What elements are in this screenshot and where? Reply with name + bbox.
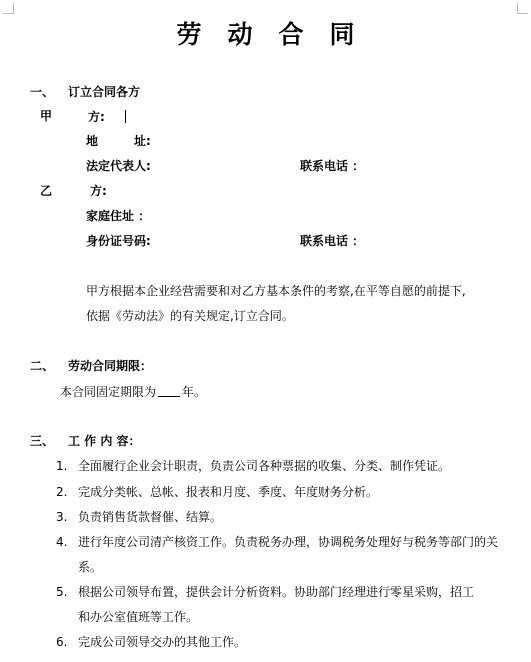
party-b-label-suffix: 方: (90, 184, 107, 198)
document-title: 劳 动 合 同 (176, 20, 355, 49)
party-a-label: 甲 (40, 109, 53, 123)
list-item-text: 全面履行企业会计职责，负责公司各种票据的收集、分类、制作凭证。 (78, 459, 451, 473)
list-item-text: 根据公司领导布置，提供会计分析资料。协助部门经理进行零星采购，招工 (78, 585, 475, 599)
intro-paragraph-line: 依据《劳动法》的有关规定,订立合同。 (86, 309, 294, 323)
list-item-number: 4. (56, 535, 68, 549)
section-heading: 工 作 内 容： (68, 434, 141, 448)
list-item-number: 5. (56, 585, 68, 599)
list-item-text: 进行年度公司清产核资工作。负责税务办理，协调税务处理好与税务等部门的关 (78, 535, 499, 549)
fill-in-blank[interactable] (158, 385, 180, 397)
party-a-label-suffix[interactable]: 方: (88, 110, 126, 123)
address-label-b: 址: (134, 134, 151, 148)
legal-rep-label: 法定代表人: (86, 159, 151, 173)
phone-label: 联系电话 ： (300, 234, 365, 248)
section-number: 三、 (30, 434, 55, 448)
list-item-text: 系。 (78, 560, 103, 574)
section-number: 一、 (30, 85, 55, 99)
list-item-text: 完成分类帐、总帐、报表和月度、季度、年度财务分析。 (78, 485, 379, 499)
intro-paragraph-line: 甲方根据本企业经营需要和对乙方基本条件的考察,在平等自愿的前提下, (86, 284, 466, 298)
text-cursor (125, 110, 126, 123)
list-item-text: 和办公室值班等工作。 (78, 610, 199, 624)
address-label-a: 地 (86, 134, 99, 148)
section-number: 二、 (30, 359, 55, 373)
party-b-label: 乙 (40, 184, 53, 198)
list-item-text: 完成公司领导交办的其他工作。 (78, 635, 247, 649)
list-item-text: 负责销售货款督催、结算。 (78, 510, 223, 524)
margin-corner-mark (3, 3, 14, 14)
term-sentence: 本合同固定期限为 年。 (60, 385, 207, 399)
list-item-number: 3. (56, 510, 68, 524)
section-heading: 劳动合同期限： (68, 359, 153, 373)
section-heading: 订立合同各方 (68, 85, 141, 99)
phone-label: 联系电话 ： (300, 159, 365, 173)
margin-corner-mark (517, 3, 528, 14)
list-item-number: 1. (56, 459, 68, 473)
list-item-number: 6. (56, 635, 68, 649)
list-item-number: 2. (56, 485, 68, 499)
home-address-label: 家庭住址 ： (86, 209, 151, 223)
id-number-label: 身份证号码: (86, 234, 151, 248)
